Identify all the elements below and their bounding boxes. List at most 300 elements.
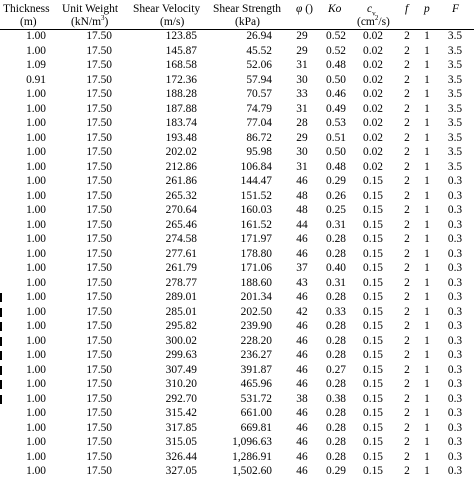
cell-phi: 46: [296, 363, 308, 376]
cell-cv: 0.02: [363, 59, 383, 71]
row-marker-tick: [0, 293, 2, 302]
cv-subscript: v: [372, 9, 376, 18]
cell-F: 0.3: [447, 262, 463, 274]
cv-label: c: [367, 3, 373, 15]
cell-ko: 0.51: [326, 131, 346, 144]
cell-phi: 48: [296, 189, 308, 202]
cell-F: 3.5: [447, 160, 463, 173]
cell-shear-strength: 188.60: [240, 276, 272, 289]
cell-thickness: 1.00: [26, 247, 46, 260]
cell-unit-weight: 17.50: [86, 146, 112, 158]
cell-F: 3.5: [447, 117, 463, 129]
cell-p: 1: [424, 392, 430, 405]
row-marker-tick: [0, 395, 2, 404]
cell-f: 2: [404, 305, 410, 318]
cell-ko: 0.28: [326, 450, 346, 463]
cell-cv: 0.02: [363, 88, 383, 100]
cell-shear-strength: 228.20: [240, 334, 272, 347]
F-label: F: [452, 3, 460, 15]
cell-cv: 0.15: [363, 204, 383, 216]
cell-unit-weight: 17.50: [86, 349, 112, 361]
cell-ko: 0.25: [326, 204, 346, 216]
cell-f: 2: [404, 175, 410, 187]
cell-shear-velocity: 261.86: [165, 175, 197, 187]
cell-p: 1: [424, 204, 430, 216]
cell-phi: 46: [296, 291, 308, 303]
cell-ko: 0.46: [326, 88, 346, 100]
cell-unit-weight: 17.50: [86, 334, 112, 347]
cell-f: 2: [404, 291, 410, 303]
cell-shear-velocity: 300.02: [165, 334, 197, 347]
cell-shear-velocity: 292.70: [165, 392, 197, 405]
ko-label: Ko: [328, 3, 342, 15]
cell-f: 2: [404, 117, 410, 129]
cell-shear-velocity: 265.32: [165, 189, 197, 202]
cell-thickness: 1.00: [26, 160, 46, 173]
cell-phi: 46: [296, 378, 308, 390]
cell-p: 1: [424, 146, 430, 158]
cell-cv: 0.02: [363, 146, 383, 158]
cell-cv: 0.02: [363, 160, 383, 173]
cell-ko: 0.38: [326, 392, 346, 405]
cell-p: 1: [424, 276, 430, 289]
cell-p: 1: [424, 421, 430, 434]
cell-phi: 37: [296, 262, 308, 274]
cell-p: 1: [424, 450, 430, 463]
cell-thickness: 1.00: [26, 407, 46, 419]
cell-shear-strength: 171.97: [240, 233, 272, 245]
cell-F: 0.3: [447, 349, 463, 361]
cell-p: 1: [424, 88, 430, 100]
cell-p: 1: [424, 102, 430, 115]
cell-phi: 46: [296, 407, 308, 419]
cell-thickness: 1.00: [26, 436, 46, 448]
cell-p: 1: [424, 218, 430, 231]
cell-phi: 46: [296, 320, 308, 332]
cell-shear-strength: 391.87: [240, 363, 272, 376]
cell-F: 0.3: [447, 247, 463, 260]
cell-F: 0.3: [447, 378, 463, 390]
cell-unit-weight: 17.50: [86, 233, 112, 245]
cell-unit-weight: 17.50: [86, 73, 112, 86]
cell-ko: 0.28: [326, 291, 346, 303]
cell-unit-weight: 17.50: [86, 436, 112, 448]
cell-shear-velocity: 326.44: [165, 450, 197, 463]
cell-shear-strength: 171.06: [240, 262, 272, 274]
unit-thickness: (m): [20, 16, 37, 28]
cell-F: 0.3: [447, 233, 463, 245]
cell-phi: 46: [296, 465, 308, 477]
cell-phi: 43: [296, 276, 308, 289]
header-f: [405, 3, 408, 15]
cell-shear-velocity: 289.01: [165, 291, 197, 303]
cell-ko: 0.28: [326, 247, 346, 260]
cell-shear-velocity: 202.02: [165, 146, 197, 158]
cell-shear-strength: 26.94: [246, 30, 272, 42]
cell-phi: 29: [296, 131, 308, 144]
cell-F: 3.5: [447, 59, 463, 71]
cell-shear-velocity: 261.79: [165, 262, 197, 274]
cell-p: 1: [424, 305, 430, 318]
cell-ko: 0.27: [326, 363, 346, 376]
cell-unit-weight: 17.50: [86, 204, 112, 216]
cell-phi: 44: [296, 218, 308, 231]
cell-p: 1: [424, 175, 430, 187]
cell-shear-velocity: 168.58: [165, 59, 197, 71]
cell-f: 2: [404, 204, 410, 216]
cell-thickness: 1.00: [26, 175, 46, 187]
cell-F: 3.5: [447, 102, 463, 115]
cell-thickness: 1.00: [26, 392, 46, 405]
cell-ko: 0.29: [326, 465, 346, 477]
cell-ko: 0.28: [326, 378, 346, 390]
cell-unit-weight: 17.50: [86, 102, 112, 115]
cell-F: 0.3: [447, 363, 463, 376]
cell-unit-weight: 17.50: [86, 378, 112, 390]
cell-cv: 0.15: [363, 189, 383, 202]
cell-thickness: 1.00: [26, 44, 46, 57]
cell-thickness: 1.00: [26, 204, 46, 216]
cell-unit-weight: 17.50: [86, 59, 112, 71]
uw-unit-exp: 3: [101, 14, 105, 23]
header-phi: [296, 3, 313, 15]
f-label: f: [405, 3, 409, 15]
cell-f: 2: [404, 262, 410, 274]
cell-f: 2: [404, 465, 410, 477]
cell-p: 1: [424, 363, 430, 376]
cell-unit-weight: 17.50: [86, 218, 112, 231]
cell-thickness: 1.00: [26, 189, 46, 202]
cell-cv: 0.15: [363, 392, 383, 405]
cell-F: 0.3: [447, 175, 463, 187]
cell-cv: 0.15: [363, 233, 383, 245]
cell-F: 3.5: [447, 131, 463, 144]
cell-p: 1: [424, 131, 430, 144]
cell-F: 0.3: [447, 392, 463, 405]
cell-phi: 30: [296, 73, 308, 86]
cell-unit-weight: 17.50: [86, 407, 112, 419]
cell-shear-velocity: 270.64: [165, 204, 197, 216]
cell-phi: 31: [296, 102, 308, 115]
cell-f: 2: [404, 233, 410, 245]
cell-ko: 0.28: [326, 233, 346, 245]
cell-F: 3.5: [447, 88, 463, 100]
cell-f: 2: [404, 102, 410, 115]
cell-unit-weight: 17.50: [86, 320, 112, 332]
cell-cv: 0.15: [363, 320, 383, 332]
cell-unit-weight: 17.50: [86, 276, 112, 289]
cell-p: 1: [424, 349, 430, 361]
cell-ko: 0.28: [326, 349, 346, 361]
cell-unit-weight: 17.50: [86, 175, 112, 187]
cell-cv: 0.15: [363, 407, 383, 419]
cell-p: 1: [424, 378, 430, 390]
cell-ko: 0.40: [326, 262, 346, 274]
cell-shear-strength: 70.57: [246, 88, 272, 100]
cell-phi: 29: [296, 30, 308, 42]
cell-phi: 46: [296, 233, 308, 245]
cell-unit-weight: 17.50: [86, 305, 112, 318]
cell-thickness: 1.00: [26, 421, 46, 434]
p-label: p: [424, 3, 430, 15]
cell-F: 0.3: [447, 204, 463, 216]
cell-phi: 28: [296, 117, 308, 129]
cell-phi: 46: [296, 349, 308, 361]
cell-p: 1: [424, 407, 430, 419]
cell-cv: 0.15: [363, 450, 383, 463]
cell-thickness: 0.91: [26, 73, 46, 86]
cell-ko: 0.53: [326, 117, 346, 129]
cell-cv: 0.15: [363, 262, 383, 274]
header-shear-velocity: Shear Velocity: [133, 3, 201, 15]
cell-shear-velocity: 188.28: [165, 88, 197, 100]
cell-ko: 0.31: [326, 276, 346, 289]
cell-thickness: 1.00: [26, 262, 46, 274]
header-thickness: Thickness: [3, 3, 50, 15]
row-marker-tick: [0, 322, 2, 331]
cell-ko: 0.48: [326, 160, 346, 173]
cell-thickness: 1.09: [26, 59, 46, 71]
cell-shear-strength: 77.04: [246, 117, 272, 129]
cell-F: 0.3: [447, 320, 463, 332]
cell-ko: 0.28: [326, 320, 346, 332]
cell-f: 2: [404, 436, 410, 448]
cell-cv: 0.15: [363, 291, 383, 303]
cell-ko: 0.48: [326, 59, 346, 71]
cell-p: 1: [424, 117, 430, 129]
cell-unit-weight: 17.50: [86, 189, 112, 202]
cell-shear-strength: 236.27: [240, 349, 272, 361]
cell-F: 0.3: [447, 305, 463, 318]
cell-thickness: 1.00: [26, 117, 46, 129]
unit-unit-weight: [71, 16, 108, 28]
cell-f: 2: [404, 320, 410, 332]
cell-p: 1: [424, 189, 430, 202]
cell-shear-velocity: 295.82: [165, 320, 197, 332]
cell-shear-velocity: 183.74: [165, 117, 197, 129]
cell-f: 2: [404, 131, 410, 144]
cell-shear-strength: 201.34: [240, 291, 272, 303]
cell-shear-strength: 144.47: [240, 175, 272, 187]
cell-shear-strength: 86.72: [246, 131, 272, 144]
cell-thickness: 1.00: [26, 320, 46, 332]
cell-cv: 0.15: [363, 349, 383, 361]
cell-F: 3.5: [447, 30, 463, 42]
cell-shear-strength: 239.90: [240, 320, 272, 332]
cell-phi: 33: [296, 88, 308, 100]
cell-f: 2: [404, 73, 410, 86]
cell-shear-strength: 1,286.91: [232, 450, 272, 463]
cell-phi: 29: [296, 44, 308, 57]
cell-shear-strength: 161.52: [240, 218, 272, 231]
cell-shear-strength: 52.06: [246, 59, 272, 71]
cell-f: 2: [404, 247, 410, 260]
cell-ko: 0.29: [326, 175, 346, 187]
cell-shear-velocity: 278.77: [165, 276, 197, 289]
cell-f: 2: [404, 378, 410, 390]
cell-F: 3.5: [447, 44, 463, 57]
cell-p: 1: [424, 30, 430, 42]
cell-ko: 0.28: [326, 436, 346, 448]
cell-cv: 0.02: [363, 131, 383, 144]
row-marker-tick: [0, 351, 2, 360]
cell-f: 2: [404, 30, 410, 42]
cv-unit-base: (cm: [357, 16, 375, 28]
cell-shear-velocity: 315.05: [165, 436, 197, 448]
cell-p: 1: [424, 320, 430, 332]
cell-shear-strength: 1,096.63: [232, 436, 272, 448]
cell-cv: 0.15: [363, 334, 383, 347]
uw-unit-base: (kN/m: [71, 16, 102, 28]
cell-cv: 0.15: [363, 421, 383, 434]
cell-thickness: 1.00: [26, 378, 46, 390]
cell-phi: 31: [296, 59, 308, 71]
header-p: [424, 3, 430, 15]
cell-cv: 0.15: [363, 363, 383, 376]
cell-shear-velocity: 315.42: [165, 407, 197, 419]
cell-p: 1: [424, 262, 430, 274]
row-marker-tick: [0, 337, 2, 346]
cell-thickness: 1.00: [26, 450, 46, 463]
cell-thickness: 1.00: [26, 131, 46, 144]
cell-f: 2: [404, 218, 410, 231]
cell-shear-strength: 661.00: [240, 407, 272, 419]
cell-p: 1: [424, 59, 430, 71]
cell-unit-weight: 17.50: [86, 44, 112, 57]
cell-shear-strength: 202.50: [240, 305, 272, 318]
cell-ko: 0.50: [326, 73, 346, 86]
cell-p: 1: [424, 44, 430, 57]
cell-f: 2: [404, 349, 410, 361]
cell-unit-weight: 17.50: [86, 30, 112, 42]
cell-cv: 0.15: [363, 305, 383, 318]
cell-phi: 48: [296, 204, 308, 216]
cell-thickness: 1.00: [26, 146, 46, 158]
cell-shear-velocity: 145.87: [165, 44, 197, 57]
cell-shear-velocity: 327.05: [165, 465, 197, 477]
cell-cv: 0.15: [363, 378, 383, 390]
cell-cv: 0.15: [363, 436, 383, 448]
cell-phi: 46: [296, 247, 308, 260]
cell-p: 1: [424, 160, 430, 173]
cell-f: 2: [404, 392, 410, 405]
row-marker-tick: [0, 366, 2, 375]
cell-shear-velocity: 187.88: [165, 102, 197, 115]
cell-shear-strength: 57.94: [246, 73, 272, 86]
cell-thickness: 1.00: [26, 88, 46, 100]
cell-ko: 0.50: [326, 146, 346, 158]
cell-shear-strength: 160.03: [240, 204, 272, 216]
cell-unit-weight: 17.50: [86, 88, 112, 100]
cell-cv: 0.02: [363, 30, 383, 42]
cell-ko: 0.52: [326, 30, 346, 42]
unit-cv: [357, 16, 390, 28]
cv-unit-exp: 2: [374, 14, 379, 23]
cell-p: 1: [424, 334, 430, 347]
cell-shear-strength: 95.98: [246, 146, 272, 158]
cell-F: 0.3: [447, 436, 463, 448]
cell-shear-velocity: 277.61: [165, 247, 197, 260]
cell-unit-weight: 17.50: [86, 160, 112, 173]
cell-shear-velocity: 317.85: [165, 421, 197, 434]
cell-shear-velocity: 193.48: [165, 131, 197, 144]
cell-F: 0.3: [447, 334, 463, 347]
row-marker-tick: [0, 380, 2, 389]
cell-ko: 0.31: [326, 218, 346, 231]
cell-f: 2: [404, 88, 410, 100]
cell-shear-velocity: 265.46: [165, 218, 197, 231]
cell-p: 1: [424, 291, 430, 303]
phi-unit: (): [305, 3, 313, 15]
cell-shear-velocity: 274.58: [165, 233, 197, 245]
cell-cv: 0.02: [363, 44, 383, 57]
cell-shear-strength: 151.52: [240, 189, 272, 202]
cell-shear-strength: 531.72: [240, 392, 272, 405]
uw-unit-close: ): [104, 16, 109, 28]
cell-unit-weight: 17.50: [86, 131, 112, 144]
cell-p: 1: [424, 247, 430, 260]
cell-cv: 0.02: [363, 73, 383, 86]
cell-thickness: 1.00: [26, 291, 46, 303]
unit-shear-strength: (kPa): [235, 16, 260, 28]
cell-f: 2: [404, 189, 410, 202]
cell-thickness: 1.00: [26, 102, 46, 115]
cell-F: 0.3: [447, 465, 463, 477]
cell-ko: 0.26: [326, 189, 346, 202]
cell-phi: 30: [296, 146, 308, 158]
cell-F: 0.3: [447, 450, 463, 463]
cell-shear-strength: 465.96: [240, 378, 272, 390]
cell-cv: 0.02: [363, 102, 383, 115]
cell-p: 1: [424, 233, 430, 245]
cell-ko: 0.28: [326, 421, 346, 434]
cell-f: 2: [404, 407, 410, 419]
header-ko: [328, 3, 341, 15]
cell-f: 2: [404, 450, 410, 463]
cell-unit-weight: 17.50: [86, 421, 112, 434]
cell-f: 2: [404, 276, 410, 289]
cell-cv: 0.15: [363, 465, 383, 477]
cell-F: 0.3: [447, 421, 463, 434]
cell-p: 1: [424, 436, 430, 448]
cell-f: 2: [404, 160, 410, 173]
cell-unit-weight: 17.50: [86, 117, 112, 129]
unit-shear-velocity: (m/s): [160, 16, 185, 28]
cell-ko: 0.28: [326, 407, 346, 419]
cell-phi: 46: [296, 175, 308, 187]
cell-phi: 46: [296, 436, 308, 448]
header-F: [452, 3, 459, 15]
cell-shear-velocity: 299.63: [165, 349, 197, 361]
cell-F: 0.3: [447, 407, 463, 419]
cell-ko: 0.49: [326, 102, 346, 115]
cell-f: 2: [404, 59, 410, 71]
cell-shear-velocity: 123.85: [165, 30, 197, 42]
cell-thickness: 1.00: [26, 334, 46, 347]
cell-shear-velocity: 172.36: [165, 73, 197, 86]
cell-shear-strength: 178.80: [240, 247, 272, 260]
cell-f: 2: [404, 146, 410, 158]
cell-f: 2: [404, 421, 410, 434]
cell-f: 2: [404, 44, 410, 57]
cell-unit-weight: 17.50: [86, 262, 112, 274]
cell-ko: 0.52: [326, 44, 346, 57]
cell-p: 1: [424, 73, 430, 86]
cell-shear-strength: 74.79: [246, 102, 272, 115]
cell-p: 1: [424, 465, 430, 477]
cell-F: 0.3: [447, 218, 463, 231]
header-unit-weight: Unit Weight: [62, 3, 119, 15]
